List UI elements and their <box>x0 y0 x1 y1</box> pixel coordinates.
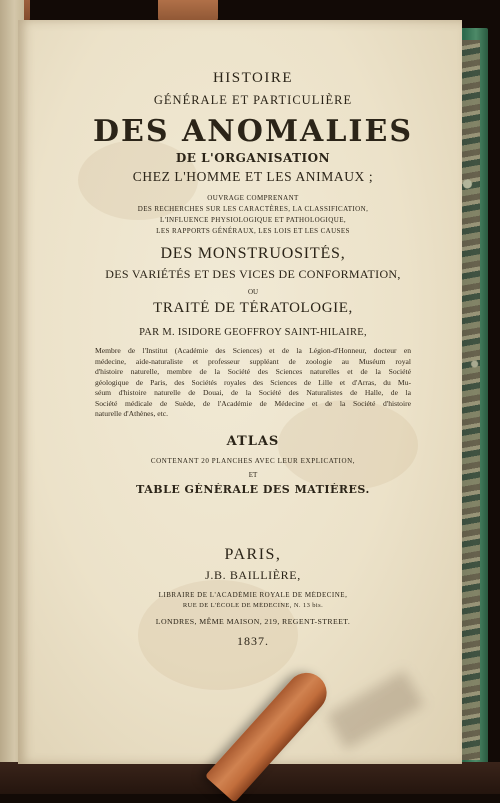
imprint-publisher: J.B. BAILLIÈRE, <box>205 567 301 582</box>
author-line: PAR M. ISIDORE GEOFFROY SAINT-HILAIRE, <box>139 327 367 338</box>
bio-line: Membre de l'Institut (Académie des Sciences) et de la Légion-d'Honneur, docteur en <box>95 346 411 355</box>
subtitle-line: DES RECHERCHES SUR LES CARACTÈRES, LA CLASSIFICATION, <box>137 205 369 213</box>
bio-line: Société médicale de Suède, de l'Académie de Médecine et de la Société d'histoire <box>95 398 411 408</box>
imprint-libraire: LIBRAIRE DE L'ACADÉMIE ROYALE DE MÉDECINE, <box>158 590 348 599</box>
title-line-histoire: HISTOIRE <box>212 70 294 86</box>
subtitle-line: OUVRAGE COMPRENANT <box>207 194 299 202</box>
bio-line: d'histoire naturelle, membre de la Société des Sciences naturelles et de la Société <box>95 367 411 376</box>
imprint-london: LONDRES, MÊME MAISON, 219, REGENT-STREET. <box>155 616 351 626</box>
atlas-et: ET <box>248 470 258 479</box>
atlas-heading: ATLAS <box>226 433 280 449</box>
bio-line: séum d'histoire naturelle de Douai, de la Société des Naturalistes de Halle, de la <box>95 388 411 397</box>
atlas-contents: CONTENANT 20 PLANCHES AVEC LEUR EXPLICATION, <box>150 456 356 465</box>
subtitle-line: L'INFLUENCE PHYSIOLOGIQUE ET PATHOLOGIQUE, <box>159 216 347 224</box>
title-line-organisation: DE L'ORGANISATION <box>175 151 331 165</box>
table-heading: TABLE GÉNÉRALE DES MATIÈRES. <box>136 482 370 496</box>
title-teratologie: TRAITÉ DE TÉRATOLOGIE, <box>153 300 353 316</box>
bio-line: naturelle d'Athènes, etc. <box>95 409 169 418</box>
author-credentials <box>95 346 411 420</box>
book-stand-clip <box>158 0 218 22</box>
title-ou: OU <box>247 288 259 296</box>
imprint-address: RUE DE L'ÉCOLE DE MÉDECINE, N. 13 bis. <box>182 601 324 609</box>
title-monstruosites: DES MONSTRUOSITÉS, <box>160 245 346 262</box>
imprint-year: 1837. <box>237 633 269 648</box>
title-main-anomalies: DES ANOMALIES <box>93 114 413 149</box>
title-line-generale: GÉNÉRALE ET PARTICULIÈRE <box>153 93 353 107</box>
bio-line: médecine, aide-naturaliste et professeur suppléant de zoologie au Muséum royal <box>95 356 411 366</box>
title-page <box>18 20 462 764</box>
title-page-text <box>58 62 448 649</box>
subtitle-line: LES RAPPORTS GÉNÉRAUX, LES LOIS ET LES CAUSES <box>156 227 350 235</box>
title-varietes: DES VARIÉTÉS ET DES VICES DE CONFORMATION, <box>105 267 401 281</box>
imprint-city: PARIS, <box>224 545 282 563</box>
marbled-edge <box>462 40 480 760</box>
title-line-homme: CHEZ L'HOMME ET LES ANIMAUX ; <box>132 169 374 184</box>
bio-line: géologique de Paris, des Sociétés royales des Sciences de Lille et d'Arras, du Mu- <box>95 377 411 387</box>
